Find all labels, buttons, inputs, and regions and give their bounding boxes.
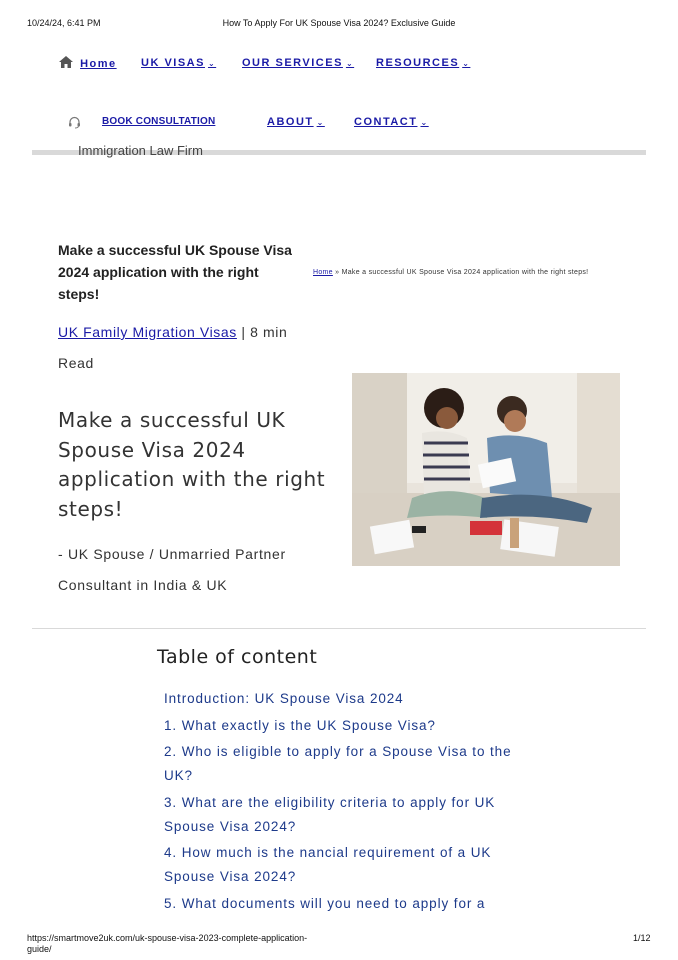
nav-our-services-label: OUR SERVICES bbox=[242, 57, 343, 69]
print-page-title: How To Apply For UK Spouse Visa 2024? Exclusive Guide bbox=[222, 18, 456, 28]
category-link[interactable]: UK Family Migration Visas bbox=[58, 324, 237, 340]
breadcrumb-home[interactable]: Home bbox=[313, 269, 333, 276]
print-url: https://smartmove2uk.com/uk-spouse-visa-2023-complete-application-guide/ bbox=[27, 933, 308, 954]
chevron-down-icon: ⌄ bbox=[462, 59, 471, 68]
brand-tagline-clip bbox=[78, 143, 278, 162]
hero-subtitle: - UK Spouse / Unmarried Partner Consultant in India & UK bbox=[58, 546, 286, 593]
nav-our-services[interactable] bbox=[242, 57, 354, 69]
nav-resources[interactable] bbox=[376, 57, 470, 69]
toc-item[interactable]: 4. How much is the nancial requirement of a UK Spouse Visa 2024? bbox=[164, 845, 492, 884]
article-title: Make a successful UK Spouse Visa 2024 application with the right steps! bbox=[58, 242, 292, 302]
nav-uk-visas-label: UK VISAS bbox=[141, 57, 205, 69]
hero-title: Make a successful UK Spouse Visa 2024 application with the right steps! bbox=[58, 408, 326, 521]
toc-item[interactable]: 3. What are the eligibility criteria to apply for UK Spouse Visa 2024? bbox=[164, 794, 496, 834]
chevron-down-icon: ⌄ bbox=[345, 59, 355, 68]
headset-icon bbox=[68, 116, 81, 132]
read-time: | 8 min Read bbox=[58, 324, 288, 371]
chevron-down-icon: ⌄ bbox=[316, 118, 325, 127]
couple-photo bbox=[352, 373, 620, 566]
section-divider bbox=[32, 628, 646, 629]
nav-resources-label: RESOURCES bbox=[376, 57, 460, 69]
chevron-down-icon: ⌄ bbox=[207, 59, 217, 68]
nav-contact-label: CONTACT bbox=[354, 116, 418, 128]
toc-title: Table of content bbox=[157, 646, 318, 668]
toc-item[interactable]: 5. What documents will you need to apply for a bbox=[164, 895, 486, 911]
print-page-number: 1/12 bbox=[633, 933, 651, 943]
nav-home-label: Home bbox=[80, 58, 117, 70]
breadcrumb bbox=[313, 269, 588, 276]
article-meta bbox=[58, 317, 318, 379]
toc-item[interactable]: 2. Who is eligible to apply for a Spouse Visa to the UK? bbox=[164, 744, 512, 783]
breadcrumb-current: Make a successful UK Spouse Visa 2024 application with the right steps! bbox=[341, 269, 589, 276]
nav-uk-visas[interactable] bbox=[141, 57, 216, 69]
nav-about-label: ABOUT bbox=[267, 116, 314, 128]
breadcrumb-separator: » bbox=[335, 269, 340, 276]
chevron-down-icon: ⌄ bbox=[420, 118, 429, 127]
toc-list bbox=[164, 687, 524, 918]
nav-home[interactable] bbox=[58, 55, 117, 70]
nav-about[interactable] bbox=[267, 116, 325, 128]
nav-contact[interactable] bbox=[354, 116, 429, 128]
nav-book-consultation[interactable] bbox=[102, 116, 215, 127]
hero-image bbox=[352, 373, 620, 566]
toc-item[interactable]: 1. What exactly is the UK Spouse Visa? bbox=[164, 717, 436, 733]
home-icon bbox=[58, 55, 74, 69]
brand-tagline: Immigration Law Firm bbox=[78, 143, 203, 158]
nav-book-consultation-label: BOOK CONSULTATION bbox=[102, 116, 216, 127]
toc-item[interactable]: Introduction: UK Spouse Visa 2024 bbox=[164, 691, 404, 706]
print-datetime: 10/24/24, 6:41 PM bbox=[27, 18, 101, 28]
